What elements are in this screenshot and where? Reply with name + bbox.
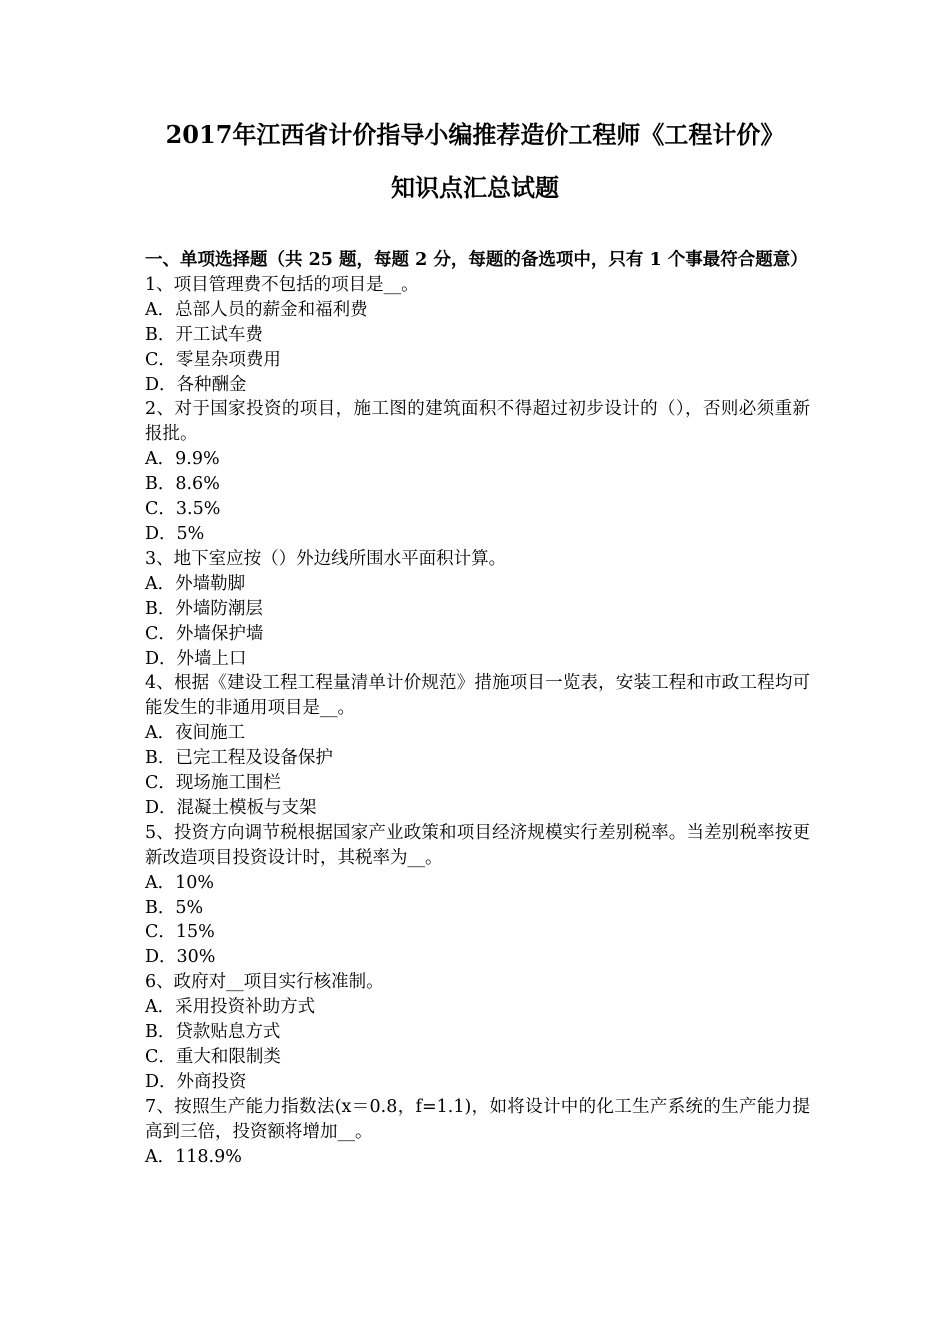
answer-option: D．外商投资 xyxy=(145,1071,247,1092)
answer-option: D．外墙上口 xyxy=(145,648,247,669)
answer-option: D．各种酬金 xyxy=(145,374,247,395)
question-block xyxy=(145,397,810,546)
answer-option: B．5% xyxy=(145,897,204,918)
answer-option: B．开工试车费 xyxy=(145,324,263,345)
answer-option: C．3.5% xyxy=(145,499,221,520)
answer-option: B．贷款贴息方式 xyxy=(145,1022,281,1043)
question-stem: 6、政府对__项目实行核准制。 xyxy=(145,972,384,993)
answer-option: C．外墙保护墙 xyxy=(145,623,264,644)
question-block xyxy=(145,970,810,1095)
answer-option: A．9.9% xyxy=(145,449,220,470)
answer-option: B．外墙防潮层 xyxy=(145,598,263,619)
answer-option: B．已完工程及设备保护 xyxy=(145,748,333,769)
answer-option: C．重大和限制类 xyxy=(145,1047,281,1067)
answer-option: A．10% xyxy=(145,872,215,893)
question-stem: 2、对于国家投资的项目，施工图的建筑面积不得超过初步设计的（），否则必须重新报批。 xyxy=(145,399,810,445)
answer-option: D．5% xyxy=(145,523,205,544)
answer-option: A．118.9% xyxy=(145,1146,242,1167)
question-block xyxy=(145,547,810,672)
question-list xyxy=(145,273,810,1170)
answer-option: A．外墙勒脚 xyxy=(145,573,246,594)
question-stem: 1、项目管理费不包括的项目是__。 xyxy=(145,274,419,295)
question-block xyxy=(145,671,810,820)
section-heading: 一、单项选择题（共 25 题，每题 2 分，每题的备选项中，只有 1 个事最符合题意） xyxy=(145,250,808,270)
answer-option: A．采用投资补助方式 xyxy=(145,997,316,1018)
answer-option: B．8.6% xyxy=(145,474,220,495)
question-block xyxy=(145,1095,810,1170)
question-stem: 3、地下室应按（）外边线所围水平面积计算。 xyxy=(145,548,507,569)
answer-option: A．总部人员的薪金和福利费 xyxy=(145,299,368,320)
question-stem: 7、按照生产能力指数法(x＝0.8，f=1.1)，如将设计中的化工生产系统的生产能力提高到三倍，投资额将增加__。 xyxy=(145,1096,810,1142)
answer-option: D．30% xyxy=(145,947,216,968)
document-title-line-1: 2017年江西省计价指导小编推荐造价工程师《工程计价》 xyxy=(165,120,785,149)
document-body xyxy=(145,248,810,1170)
answer-option: A．夜间施工 xyxy=(145,723,246,744)
answer-option: C．现场施工围栏 xyxy=(145,773,281,794)
answer-option: C．15% xyxy=(145,922,215,943)
question-block xyxy=(145,273,810,398)
question-block xyxy=(145,821,810,970)
question-stem: 5、投资方向调节税根据国家产业政策和项目经济规模实行差别税率。当差别税率按更新改造项目投资设计时，其税率为__。 xyxy=(145,822,810,868)
document-title-line-2: 知识点汇总试题 xyxy=(391,173,559,202)
answer-option: C．零星杂项费用 xyxy=(145,349,281,370)
question-stem: 4、根据《建设工程工程量清单计价规范》措施项目一览表，安装工程和市政工程均可能发生的非通用项目是__。 xyxy=(145,673,810,719)
answer-option: D．混凝土模板与支架 xyxy=(145,797,317,818)
